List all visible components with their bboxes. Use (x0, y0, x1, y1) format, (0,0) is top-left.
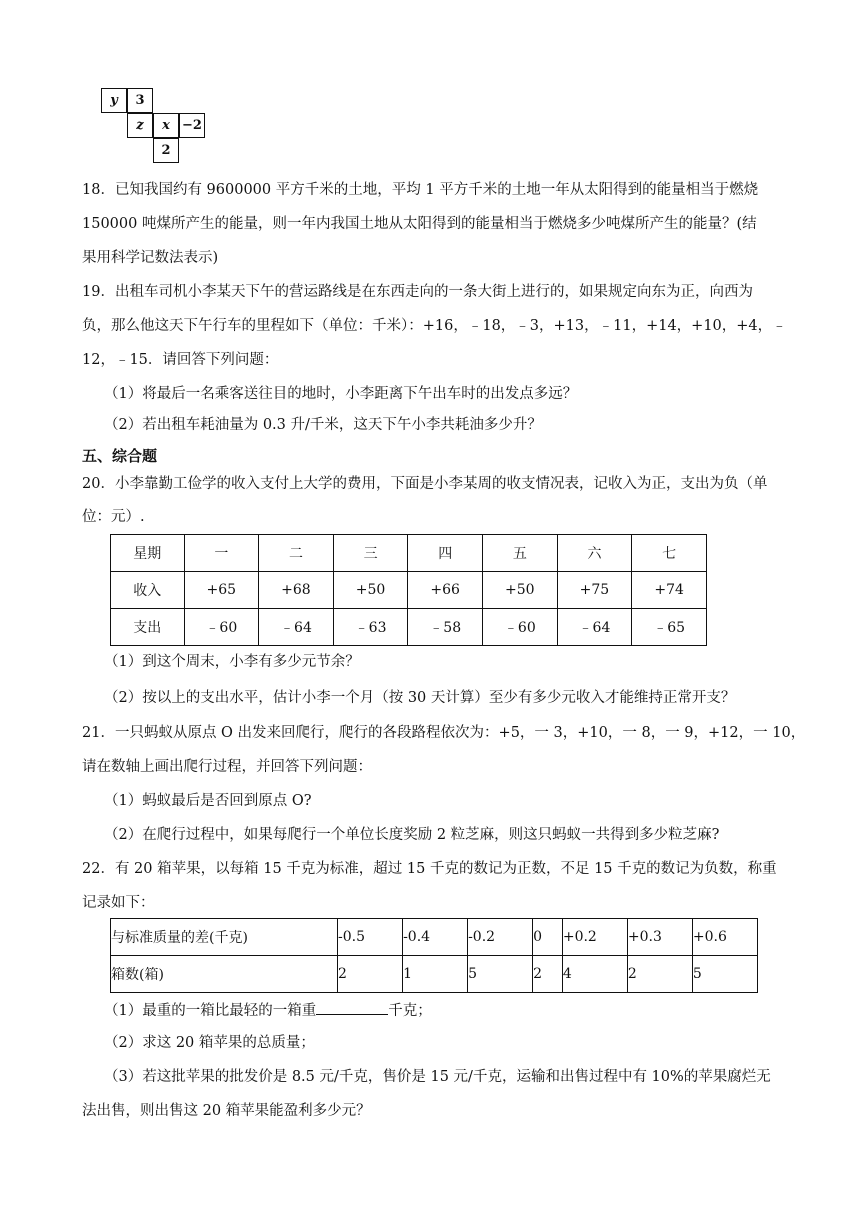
q18-line-2: 150000 吨煤所产生的能量，则一年内我国土地从太阳得到的能量相当于燃烧多少吨煤所产生的能量？(结 (82, 216, 757, 232)
table-cell: -0.2 (468, 919, 533, 956)
q22-part-1-text: （1）最重的一箱比最轻的一箱重 (104, 1003, 317, 1019)
table-cell: ﹣60 (483, 609, 558, 646)
income-expense-table (110, 534, 707, 646)
q22-part-1 (104, 1000, 432, 1021)
cube-net-figure (101, 88, 211, 168)
table-cell: 七 (632, 535, 707, 572)
table-cell: 四 (408, 535, 483, 572)
table-cell: 0 (533, 919, 563, 956)
table-cell: -0.5 (338, 919, 403, 956)
q22-part-3-line-1: （3）若这批苹果的批发价是 8.5 元/千克，售价是 15 元/千克，运输和出售过程中有 10%的苹果腐烂无 (104, 1069, 771, 1085)
q22-line-1: 22．有 20 箱苹果，以每箱 15 千克为标准，超过 15 千克的数记为正数，不足 15 千克的数记为负数，称重 (82, 861, 777, 877)
table-cell: 1 (403, 956, 468, 993)
q21-part-1: （1）蚂蚁最后是否回到原点 O? (104, 793, 312, 809)
net-cell-neg2: −2 (179, 113, 205, 138)
section-heading: 五、综合题 (82, 447, 158, 465)
q22-part-1-unit: 千克； (388, 1003, 432, 1019)
table-cell: +68 (259, 572, 334, 609)
q20-part-1: （1）到这个周末，小李有多少元节余？ (104, 654, 360, 670)
table-cell: 5 (692, 956, 757, 993)
q22-line-2: 记录如下： (82, 895, 155, 911)
table-cell: ﹣58 (408, 609, 483, 646)
table-row-income (111, 572, 707, 609)
table-cell: 箱数(箱) (111, 956, 338, 993)
table-cell: 收入 (111, 572, 185, 609)
table-cell: +50 (333, 572, 408, 609)
q19-line-1: 19．出租车司机小李某天下午的营运路线是在东西走向的一条大街上进行的，如果规定向东为正，向西为 (82, 284, 753, 300)
table-cell: -0.4 (403, 919, 468, 956)
table-cell: 二 (259, 535, 334, 572)
answer-blank[interactable] (316, 1000, 388, 1015)
table-row-boxes (111, 956, 758, 993)
apple-weight-table (110, 918, 758, 993)
table-cell: +75 (557, 572, 632, 609)
net-cell-x: x (153, 113, 179, 138)
table-header-row (111, 535, 707, 572)
table-cell: +65 (184, 572, 259, 609)
q18-line-1: 18．已知我国约有 9600000 平方千米的土地，平均 1 平方千米的土地一年从太阳得到的能量相当于燃烧 (82, 182, 759, 198)
q20-part-2: （2）按以上的支出水平，估计小李一个月（按 30 天计算）至少有多少元收入才能维持正常开支？ (104, 690, 736, 706)
q20-line-2: 位：元）. (82, 509, 145, 525)
q21-part-2: （2）在爬行过程中，如果每爬行一个单位长度奖励 2 粒芝麻，则这只蚂蚁一共得到多少粒芝麻? (104, 827, 720, 843)
table-cell: ﹣65 (632, 609, 707, 646)
net-cell-y: y (101, 88, 127, 113)
table-cell: 六 (557, 535, 632, 572)
table-cell: +74 (632, 572, 707, 609)
table-cell: +66 (408, 572, 483, 609)
table-cell: 2 (533, 956, 563, 993)
table-cell: 支出 (111, 609, 185, 646)
q18-line-3: 果用科学记数法表示) (82, 250, 219, 266)
table-cell: +0.6 (692, 919, 757, 956)
table-cell: ﹣63 (333, 609, 408, 646)
table-cell: 与标准质量的差(千克) (111, 919, 338, 956)
table-cell: 五 (483, 535, 558, 572)
table-cell: 2 (338, 956, 403, 993)
q20-line-1: 20．小李靠勤工俭学的收入支付上大学的费用，下面是小李某周的收支情况表，记收入为正，支出为负（单 (82, 476, 768, 492)
table-row-expense (111, 609, 707, 646)
table-cell: +0.3 (627, 919, 692, 956)
q19-part-1: （1）将最后一名乘客送往目的地时，小李距离下午出车时的出发点多远？ (104, 386, 578, 402)
table-cell: ﹣64 (259, 609, 334, 646)
table-cell: +0.2 (562, 919, 627, 956)
table-cell: 一 (184, 535, 259, 572)
table-cell: 4 (562, 956, 627, 993)
net-cell-3: 3 (127, 88, 153, 113)
net-cell-z: z (127, 113, 153, 138)
table-cell: ﹣60 (184, 609, 259, 646)
q19-line-3: 12，﹣15．请回答下列问题： (82, 352, 279, 368)
q22-part-2: （2）求这 20 箱苹果的总质量； (104, 1035, 315, 1051)
q19-part-2: （2）若出租车耗油量为 0.3 升/千米，这天下午小李共耗油多少升？ (104, 417, 542, 433)
net-cell-2: 2 (153, 138, 179, 163)
q21-line-1: 21．一只蚂蚁从原点 O 出发来回爬行，爬行的各段路程依次为：+5，一 3，+10，一 8，一 9，+12，一 10， (82, 725, 806, 741)
table-row-difference (111, 919, 758, 956)
table-cell: 5 (468, 956, 533, 993)
table-cell: 三 (333, 535, 408, 572)
q22-part-3-line-2: 法出售，则出售这 20 箱苹果能盈利多少元？ (82, 1103, 371, 1119)
table-cell: +50 (483, 572, 558, 609)
table-cell: 2 (627, 956, 692, 993)
table-cell: ﹣64 (557, 609, 632, 646)
q19-line-2: 负，那么他这天下午行车的里程如下（单位：千米）：+16，﹣18，﹣3，+13，﹣11，+14，+10，+4，﹣ (82, 318, 787, 334)
table-cell: 星期 (111, 535, 185, 572)
q21-line-2: 请在数轴上画出爬行过程，并回答下列问题： (82, 759, 372, 775)
